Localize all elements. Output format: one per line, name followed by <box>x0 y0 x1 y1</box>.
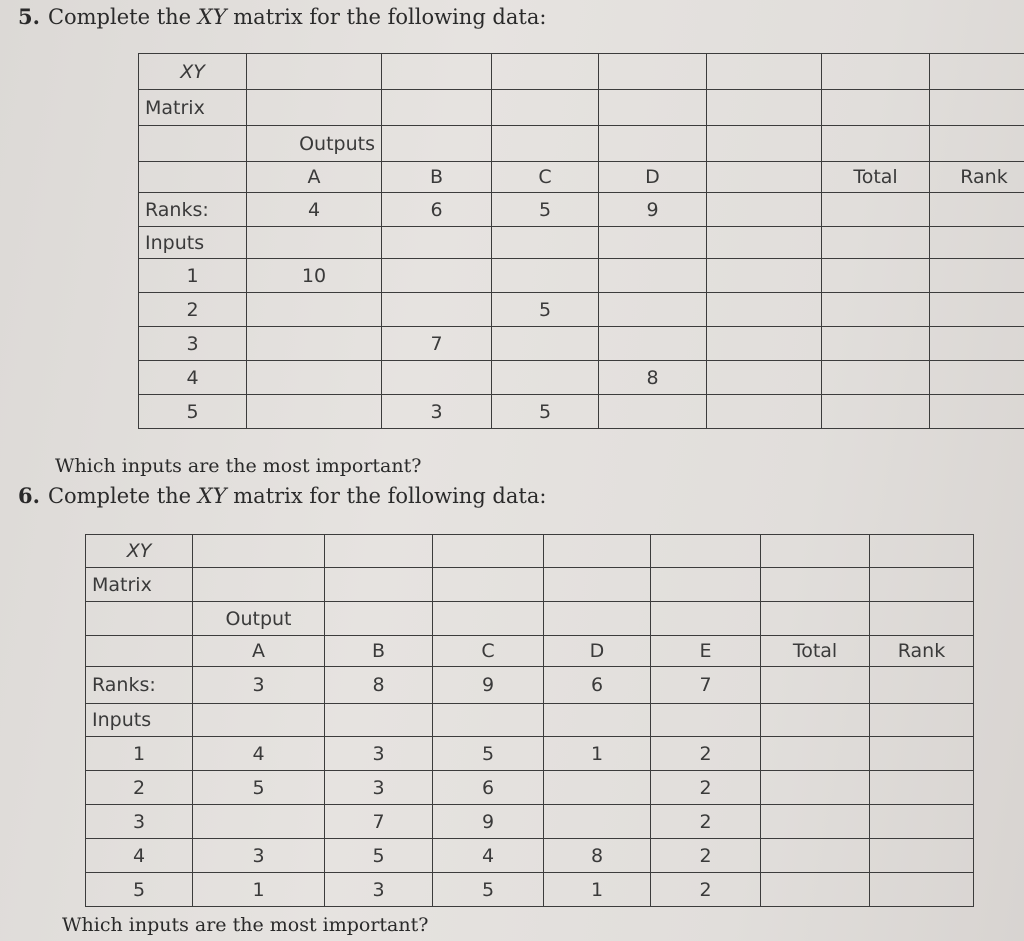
matrix-cell <box>599 259 707 293</box>
matrix-cell: 8 <box>544 839 651 873</box>
total-cell <box>822 293 930 327</box>
output-header-c: C <box>433 636 544 667</box>
output-header-d: D <box>544 636 651 667</box>
matrix-cell <box>247 361 382 395</box>
table-row <box>139 361 1024 395</box>
table-row <box>139 259 1024 293</box>
total-cell <box>822 395 930 429</box>
problem-6-prompt-start: Complete the <box>47 484 198 508</box>
xy-label: XY <box>139 54 247 90</box>
table-row <box>139 327 1024 361</box>
matrix-cell: 5 <box>492 293 599 327</box>
matrix-cell: 2 <box>651 737 761 771</box>
output-header-c: C <box>492 162 599 193</box>
output-rank-c: 9 <box>433 667 544 704</box>
matrix-cell: 2 <box>651 771 761 805</box>
input-label: 1 <box>86 737 193 771</box>
table-row <box>139 293 1024 327</box>
matrix-cell: 5 <box>492 395 599 429</box>
matrix-cell <box>544 805 651 839</box>
matrix-cell: 10 <box>247 259 382 293</box>
table-row <box>139 395 1024 429</box>
matrix-cell <box>247 327 382 361</box>
problem-6-prompt-end: matrix for the following data: <box>226 484 547 508</box>
xy-label: XY <box>86 535 193 568</box>
rank-cell <box>870 737 974 771</box>
input-label: 2 <box>139 293 247 327</box>
total-cell <box>761 873 870 907</box>
output-header-d: D <box>599 162 707 193</box>
matrix-cell <box>492 361 599 395</box>
input-label: 1 <box>139 259 247 293</box>
rank-cell <box>930 395 1024 429</box>
matrix-cell: 6 <box>433 771 544 805</box>
matrix-label: Matrix <box>86 568 193 602</box>
ranks-label: Ranks: <box>139 193 247 227</box>
rank-cell <box>930 259 1024 293</box>
output-header-b: B <box>325 636 433 667</box>
total-cell <box>822 327 930 361</box>
matrix-cell <box>247 293 382 327</box>
output-rank-e: 7 <box>651 667 761 704</box>
table-row <box>86 839 974 873</box>
matrix-cell <box>382 361 492 395</box>
output-rank-d: 6 <box>544 667 651 704</box>
matrix-cell: 3 <box>382 395 492 429</box>
output-rank-a: 4 <box>247 193 382 227</box>
rank-header: Rank <box>930 162 1024 193</box>
matrix-cell <box>492 327 599 361</box>
total-cell <box>761 771 870 805</box>
problem-6-number: 6. <box>18 483 40 508</box>
table-row <box>86 873 974 907</box>
input-label: 2 <box>86 771 193 805</box>
input-label: 4 <box>139 361 247 395</box>
problem-5-number: 5. <box>18 4 40 29</box>
output-header-b: B <box>382 162 492 193</box>
matrix-cell: 2 <box>651 805 761 839</box>
problem-6-prompt-xy: XY <box>197 484 227 508</box>
matrix-cell: 1 <box>544 873 651 907</box>
total-cell <box>822 259 930 293</box>
matrix-cell <box>247 395 382 429</box>
problem-5-prompt-start: Complete the <box>47 5 198 29</box>
problem-6-question: Which inputs are the most important? <box>62 914 429 936</box>
problem-5-prompt-xy: XY <box>197 5 227 29</box>
matrix-cell: 5 <box>193 771 325 805</box>
matrix-cell <box>193 805 325 839</box>
output-header-e: E <box>651 636 761 667</box>
input-label: 3 <box>86 805 193 839</box>
matrix-cell <box>599 327 707 361</box>
output-rank-c: 5 <box>492 193 599 227</box>
rank-cell <box>870 771 974 805</box>
matrix-label: Matrix <box>139 90 247 126</box>
matrix-cell <box>599 395 707 429</box>
matrix-cell: 3 <box>325 771 433 805</box>
input-label: 5 <box>86 873 193 907</box>
matrix-cell: 4 <box>193 737 325 771</box>
outputs-label: Outputs <box>247 126 382 162</box>
rank-header: Rank <box>870 636 974 667</box>
output-rank-d: 9 <box>599 193 707 227</box>
outputs-label: Output <box>193 602 325 636</box>
table-row <box>86 805 974 839</box>
matrix-cell: 7 <box>382 327 492 361</box>
matrix-cell: 4 <box>433 839 544 873</box>
problem-6-heading <box>18 483 546 508</box>
output-rank-b: 8 <box>325 667 433 704</box>
output-header-a: A <box>193 636 325 667</box>
matrix-cell: 5 <box>325 839 433 873</box>
matrix-cell: 7 <box>325 805 433 839</box>
matrix-cell <box>492 259 599 293</box>
matrix-cell: 8 <box>599 361 707 395</box>
matrix-cell <box>382 293 492 327</box>
problem-5-heading <box>18 4 546 29</box>
total-cell <box>822 361 930 395</box>
total-cell <box>761 839 870 873</box>
matrix-cell: 3 <box>193 839 325 873</box>
matrix-cell: 5 <box>433 873 544 907</box>
rank-cell <box>930 361 1024 395</box>
inputs-label: Inputs <box>86 704 193 737</box>
output-rank-a: 3 <box>193 667 325 704</box>
matrix-cell: 2 <box>651 839 761 873</box>
total-header: Total <box>822 162 930 193</box>
input-label: 5 <box>139 395 247 429</box>
matrix-cell <box>599 293 707 327</box>
output-header-a: A <box>247 162 382 193</box>
problem-5-prompt-end: matrix for the following data: <box>226 5 547 29</box>
matrix-cell: 9 <box>433 805 544 839</box>
ranks-label: Ranks: <box>86 667 193 704</box>
matrix-cell: 2 <box>651 873 761 907</box>
rank-cell <box>870 873 974 907</box>
total-cell <box>761 737 870 771</box>
xy-matrix-table-6 <box>85 534 974 907</box>
matrix-cell: 3 <box>325 873 433 907</box>
matrix-cell: 1 <box>193 873 325 907</box>
problem-5-question: Which inputs are the most important? <box>55 455 422 477</box>
rank-cell <box>870 805 974 839</box>
total-cell <box>761 805 870 839</box>
input-label: 4 <box>86 839 193 873</box>
xy-matrix-table-5 <box>138 53 1024 429</box>
output-rank-b: 6 <box>382 193 492 227</box>
matrix-cell: 1 <box>544 737 651 771</box>
table-row <box>86 771 974 805</box>
matrix-cell <box>382 259 492 293</box>
rank-cell <box>870 839 974 873</box>
table-row <box>86 737 974 771</box>
total-header: Total <box>761 636 870 667</box>
input-label: 3 <box>139 327 247 361</box>
matrix-cell <box>544 771 651 805</box>
rank-cell <box>930 293 1024 327</box>
matrix-cell: 3 <box>325 737 433 771</box>
matrix-cell: 5 <box>433 737 544 771</box>
rank-cell <box>930 327 1024 361</box>
inputs-label: Inputs <box>139 227 247 259</box>
